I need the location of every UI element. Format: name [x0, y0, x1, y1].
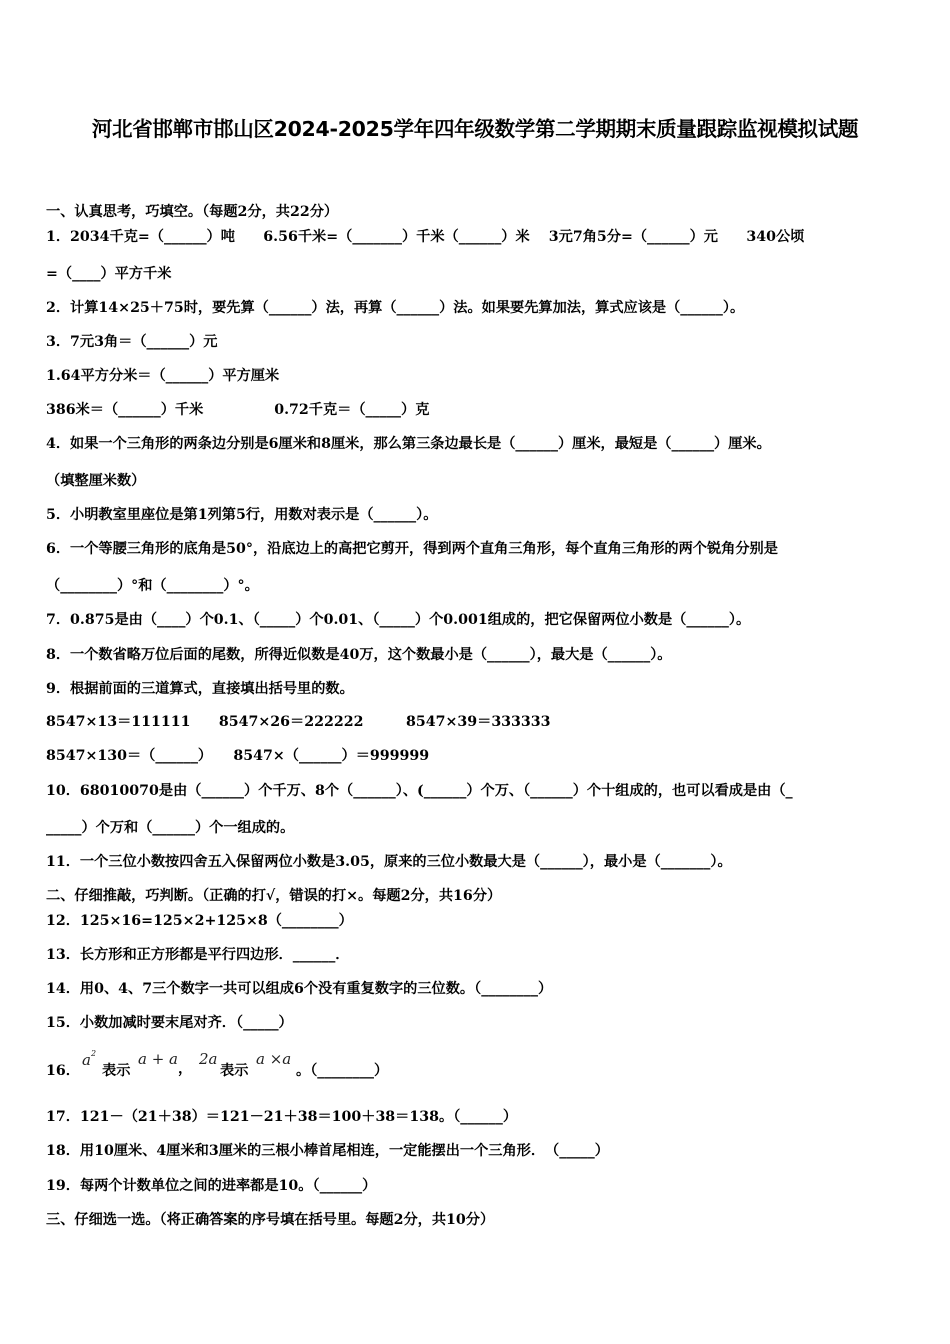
question-4-line-2: （填整厘米数） [46, 473, 146, 489]
question-16-answer: 。（________） [296, 1063, 389, 1079]
question-11: 11．一个三位小数按四舍五入保留两位小数是3.05，原来的三位小数最大是（______），最小是（_______）。 [46, 854, 732, 870]
question-14: 14．用0、4、7三个数字一共可以组成6个没有重复数字的三位数。（________） [46, 981, 553, 997]
question-3-line-1: 3．7元3角＝（______）元 [46, 334, 218, 350]
question-6-line-2: （________）°和（________）°。 [46, 578, 259, 594]
question-17: 17．121－（21＋38）＝121－21＋38＝100＋38＝138。（______） [46, 1109, 518, 1125]
question-2: 2．计算14×25＋75时，要先算（______）法，再算（______）法。如果要先算加法，算式应该是（______）。 [46, 300, 745, 316]
question-7: 7．0.875是由（____）个0.1、（_____）个0.01、（_____）个0.001组成的，把它保留两位小数是（______）。 [46, 612, 751, 628]
question-4-line-1: 4．如果一个三角形的两条边分别是6厘米和8厘米，那么第三条边最长是（______）厘米，最短是（______）厘米。 [46, 436, 771, 452]
question-18: 18．用10厘米、4厘米和3厘米的三根小棒首尾相连，一定能摆出一个三角形． （_____） [46, 1143, 609, 1159]
formula-a-times-a: a ×a [256, 1050, 292, 1068]
question-13: 13．长方形和正方形都是平行四边形．______． [46, 947, 350, 963]
question-5: 5．小明教室里座位是第1列第5行，用数对表示是（______）。 [46, 507, 438, 523]
formula-2a: 2a [199, 1050, 218, 1068]
question-1-line-2: =（____）平方千米 [46, 266, 172, 282]
question-12: 12．125×16=125×2+125×8（________） [46, 913, 353, 929]
question-10-line-2: _____）个万和（______）个一组成的。 [46, 820, 295, 836]
question-3-line-3: 386米＝（______）千米 0.72千克＝（_____）克 [46, 402, 430, 418]
section-1-heading: 一、认真思考，巧填空。（每题2分，共22分） [46, 204, 339, 220]
question-19: 19．每两个计数单位之间的进率都是10。（______） [46, 1178, 377, 1194]
question-9-line-3: 8547×130＝（______） 8547×（______）＝999999 [46, 748, 430, 764]
page-title: 河北省邯郸市邯山区2024-2025学年四年级数学第二学期期末质量跟踪监视模拟试题 [91, 117, 859, 141]
question-16-number: 16． [46, 1063, 80, 1079]
question-1-line-1: 1．2034千克=（______）吨 6.56千米=（_______）千米（______）米 3元7角5分=（______）元 340公顷 [46, 229, 805, 245]
question-3-line-2: 1.64平方分米＝（______）平方厘米 [46, 368, 280, 384]
question-15: 15．小数加减时要末尾对齐．（_____） [46, 1015, 293, 1031]
question-9-line-2: 8547×13＝111111 8547×26＝222222 8547×39＝333333 [46, 714, 551, 730]
question-9-heading: 9．根据前面的三道算式，直接填出括号里的数。 [46, 681, 354, 697]
formula-a-plus-a: a + a [138, 1050, 178, 1068]
question-10-line-1: 10．68010070是由（______）个千万、8个（______）、(______）个万、（______）个十组成的，也可以看成是由（_ [46, 783, 793, 799]
question-16-label-1: 表示 [102, 1063, 131, 1079]
formula-a-squared: $a^2$ [82, 1049, 97, 1069]
question-16-label-2: 表示 [220, 1063, 249, 1079]
question-16-comma: ， [178, 1061, 193, 1077]
section-2-heading: 二、仔细推敲，巧判断。（正确的打√，错误的打×。每题2分，共16分） [46, 888, 502, 904]
section-3-heading: 三、仔细选一选。（将正确答案的序号填在括号里。每题2分，共10分） [46, 1212, 495, 1228]
question-8: 8．一个数省略万位后面的尾数，所得近似数是40万，这个数最小是（______），最大是（______）。 [46, 647, 672, 663]
question-6-line-1: 6．一个等腰三角形的底角是50°，沿底边上的高把它剪开，得到两个直角三角形，每个直角三角形的两个锐角分别是 [46, 541, 778, 557]
